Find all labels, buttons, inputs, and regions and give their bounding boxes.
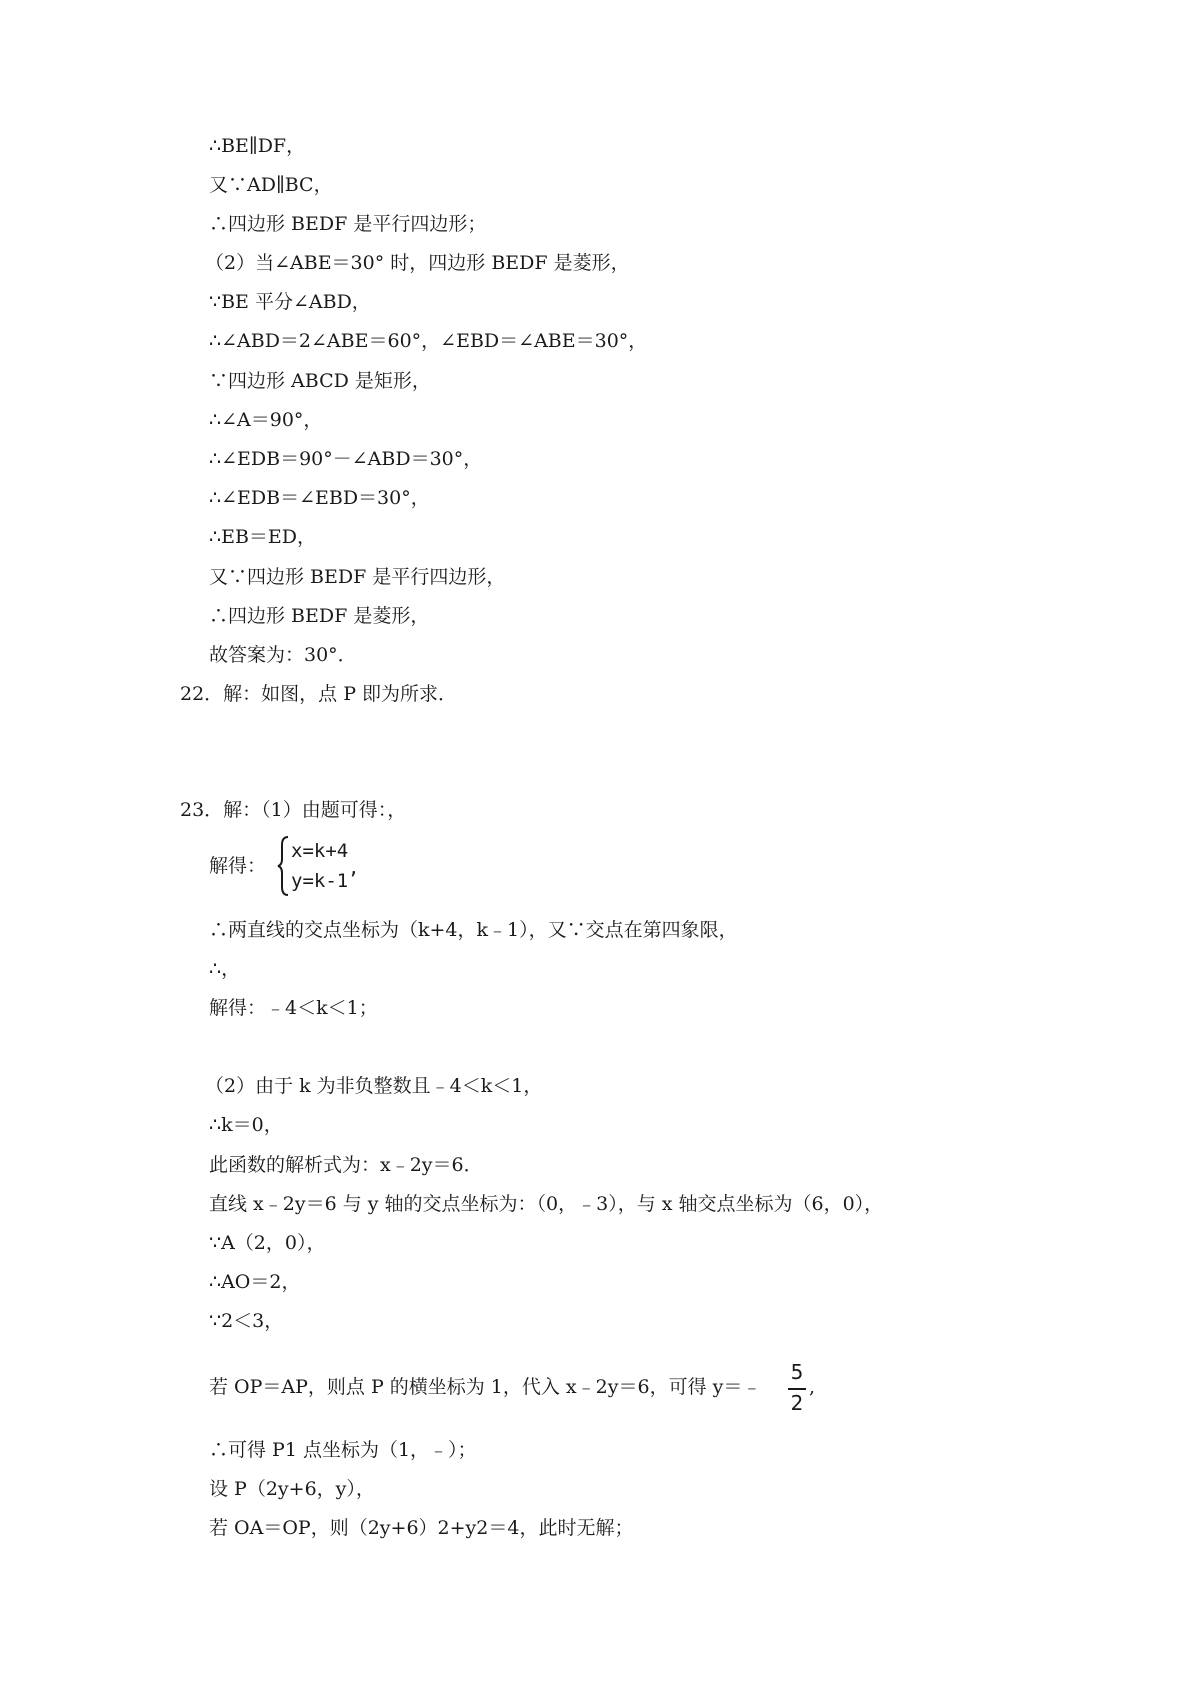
text-line: （2）当∠ABE＝30° 时，四边形 BEDF 是菱形，	[205, 252, 630, 274]
text-line: ∴四边形 BEDF 是菱形，	[209, 605, 430, 627]
system-row-2: y=k-1	[291, 870, 349, 892]
fraction-image	[786, 1358, 808, 1420]
text-line: 又∵四边形 BEDF 是平行四边形，	[209, 566, 506, 588]
fraction-numerator: 5	[790, 1360, 804, 1384]
text-line: 故答案为：30°．	[209, 644, 357, 666]
system-trail: ,	[348, 857, 360, 879]
text-line: 此函数的解析式为：x﹣2y＝6．	[209, 1154, 483, 1176]
text-line: ∵四边形 ABCD 是矩形，	[209, 370, 431, 392]
text-line: ∴可得 P1 点坐标为（1，﹣）；	[209, 1439, 477, 1461]
text-line: ∴∠A＝90°，	[209, 409, 323, 431]
text-line: ∵BE 平分∠ABD，	[209, 291, 371, 313]
fraction-bar	[788, 1388, 806, 1390]
text-line: ∴∠ABD＝2∠ABE＝60°，∠EBD＝∠ABE＝30°，	[209, 330, 648, 352]
brace-icon	[276, 835, 290, 897]
question-23: 23．解：（1）由题可得：，	[180, 799, 407, 821]
text-line: ∴∠EDB＝∠EBD＝30°，	[209, 487, 430, 509]
text-line: （2）由于 k 为非负整数且﹣4＜k＜1，	[205, 1075, 543, 1097]
text-line: 又∵AD∥BC，	[209, 174, 333, 196]
text-line: ∴，	[209, 958, 241, 980]
fraction-trail: ,	[809, 1376, 816, 1398]
system-row-1: x=k+4	[291, 840, 349, 862]
text-line: 若 OA＝OP，则（2y+6）2+y2＝4，此时无解；	[209, 1517, 634, 1539]
equation-system-image	[276, 835, 360, 897]
question-22: 22．解：如图，点 P 即为所求．	[180, 683, 458, 705]
text-line: 设 P（2y+6，y），	[209, 1478, 375, 1500]
text-line: 若 OP＝AP，则点 P 的横坐标为 1，代入 x﹣2y＝6，可得 y＝﹣	[209, 1376, 762, 1398]
text-line: ∵2＜3，	[209, 1310, 284, 1332]
text-line: ∴AO＝2，	[209, 1271, 301, 1293]
text-line: ∴∠EDB＝90°－∠ABD＝30°，	[209, 448, 483, 470]
fraction-denominator: 2	[790, 1391, 804, 1415]
text-line: ∴两直线的交点坐标为（k+4，k﹣1），又∵交点在第四象限，	[209, 919, 738, 941]
text-line: ∴EB＝ED，	[209, 526, 317, 548]
text-line: 解得：	[209, 855, 267, 877]
text-line: 直线 x﹣2y＝6 与 y 轴的交点坐标为：（0，﹣3），与 x 轴交点坐标为（6，0），	[209, 1193, 884, 1215]
text-line: ∴四边形 BEDF 是平行四边形；	[209, 213, 487, 235]
text-line: ∴k＝0，	[209, 1114, 283, 1136]
text-line: 解得：﹣4＜k＜1；	[209, 997, 378, 1019]
text-line: ∵A（2，0），	[209, 1232, 326, 1254]
text-line: ∴BE∥DF，	[209, 135, 306, 157]
